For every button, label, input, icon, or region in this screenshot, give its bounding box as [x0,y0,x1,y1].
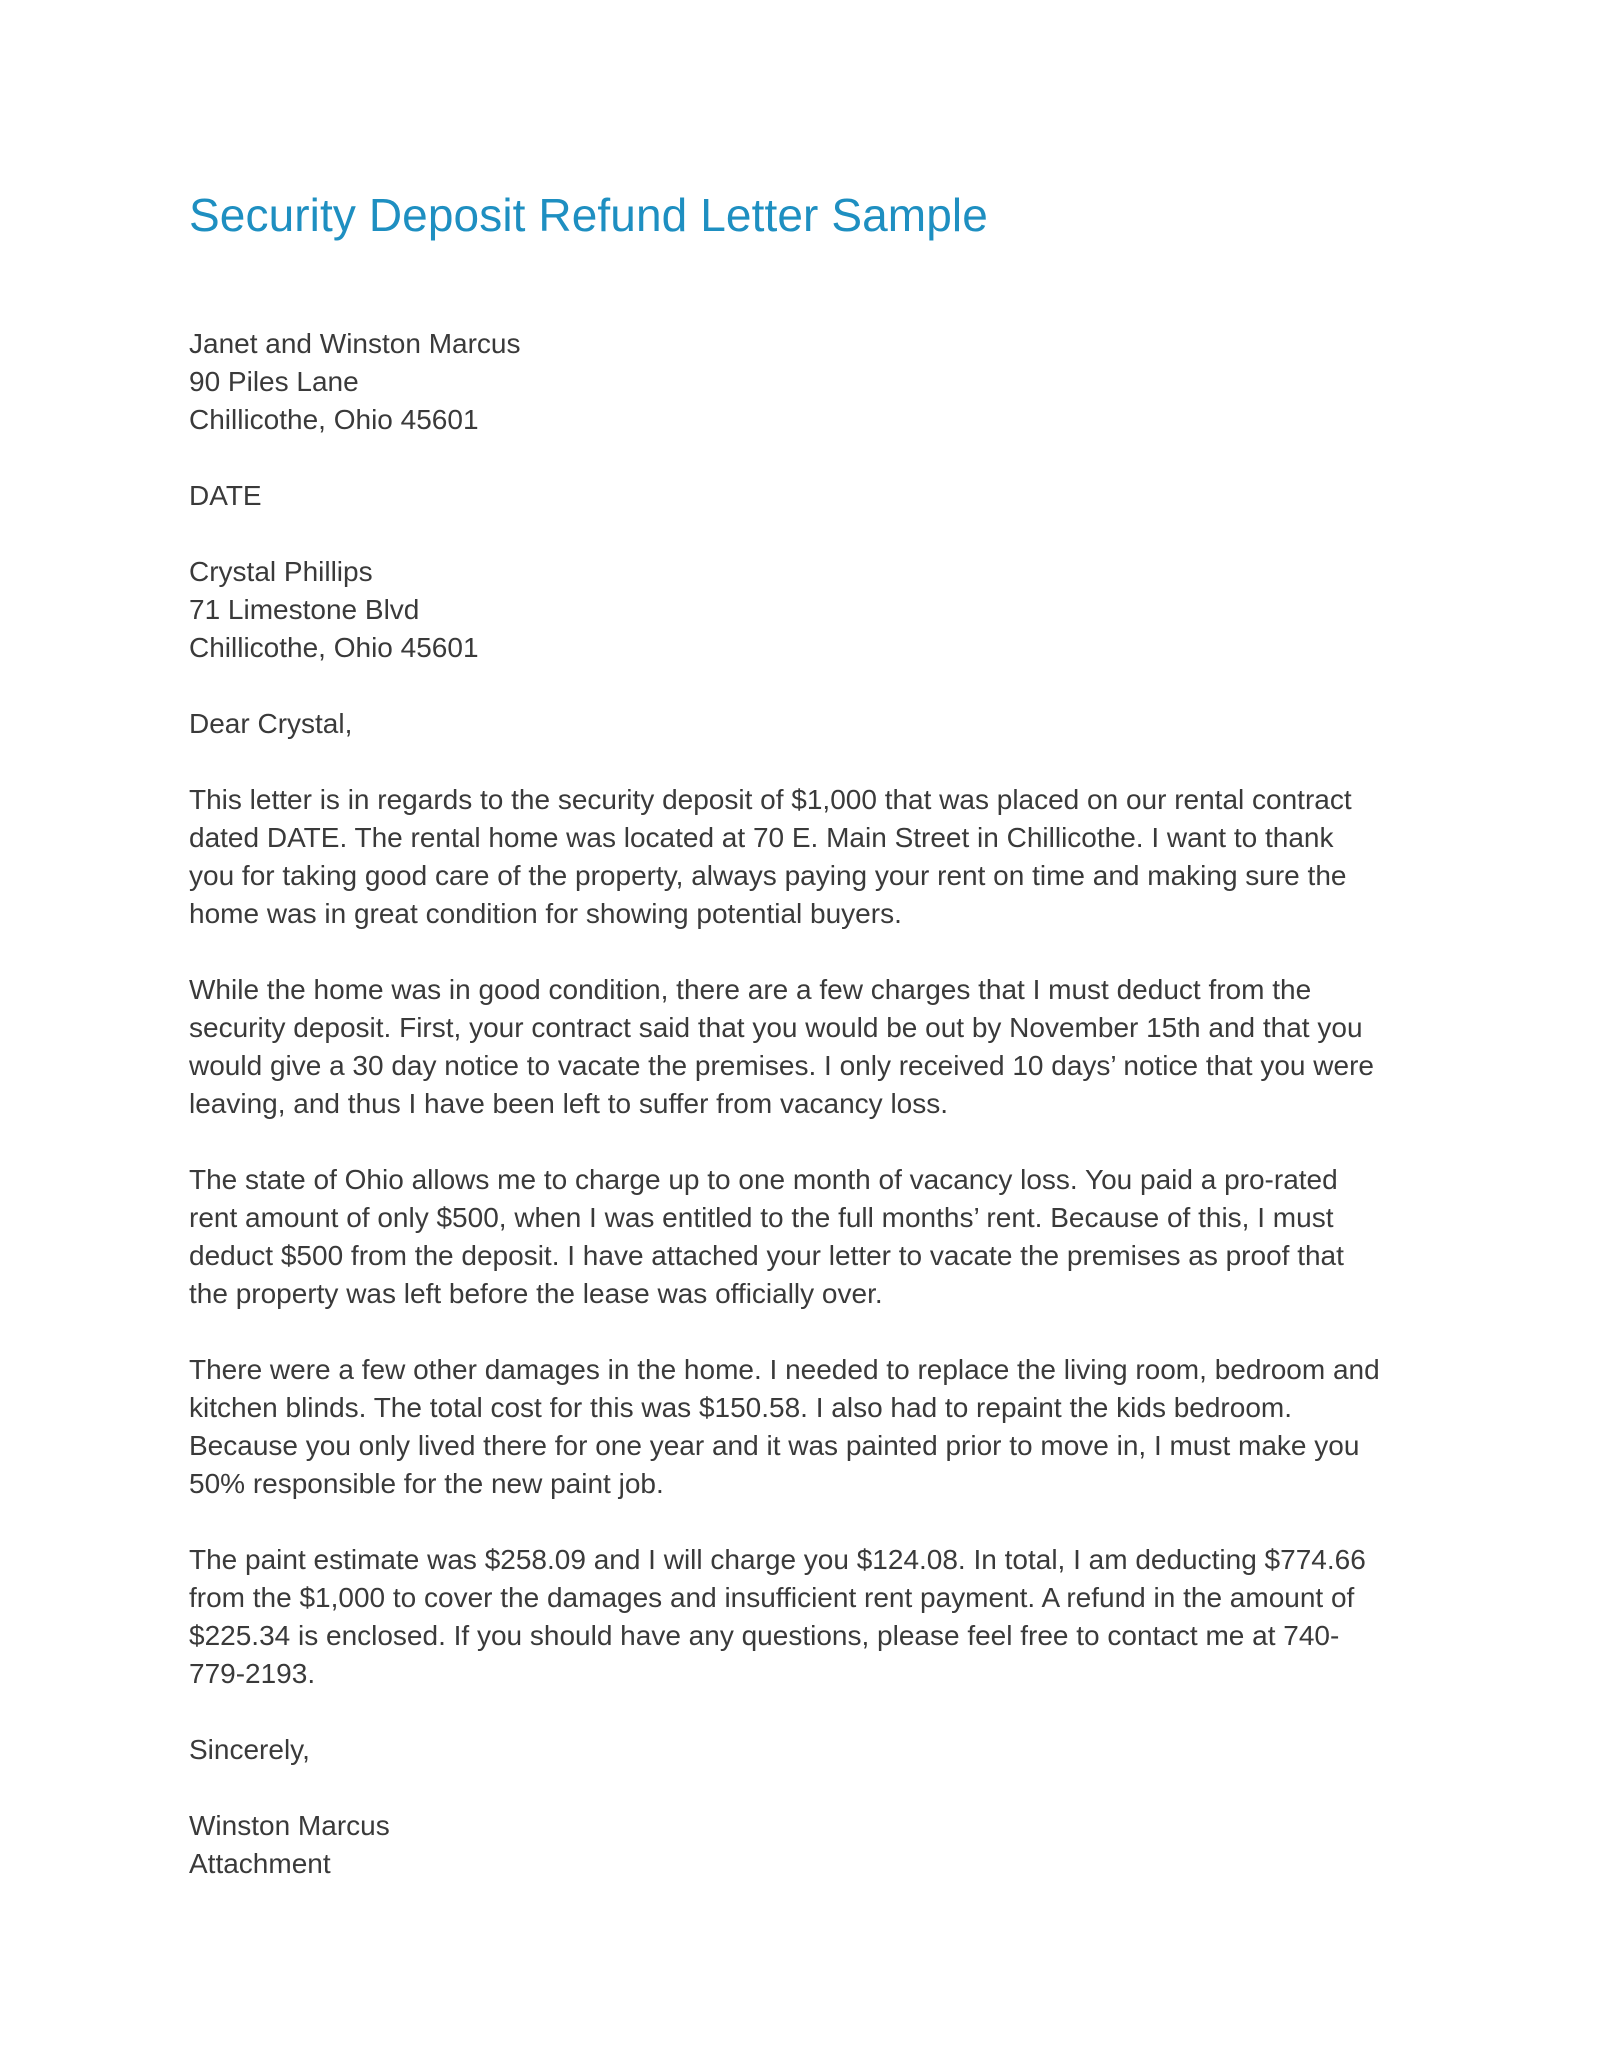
paragraph-line: kitchen blinds. The total cost for this was $150.58. I also had to repaint the kids bedroom. [189,1392,1293,1423]
signature-name: Winston Marcus [189,1810,390,1841]
paragraph-line: deduct $500 from the deposit. I have attached your letter to vacate the premises as proof that [189,1240,1344,1271]
paragraph-damages [189,1351,1429,1503]
paragraph-line: 50% responsible for the new paint job. [189,1468,664,1499]
paragraph-line: from the $1,000 to cover the damages and insufficient rent payment. A refund in the amount of [189,1582,1355,1613]
sender-city-state-zip: Chillicothe, Ohio 45601 [189,404,479,435]
sender-name: Janet and Winston Marcus [189,328,521,359]
paragraph-line: The state of Ohio allows me to charge up to one month of vacancy loss. You paid a pro-rated [189,1164,1338,1195]
enclosure-note: Attachment [189,1848,331,1879]
paragraph-line: The paint estimate was $258.09 and I will charge you $124.08. In total, I am deducting $774.66 [189,1544,1366,1575]
paragraph-line: you for taking good care of the property, always paying your rent on time and making sure the [189,860,1347,891]
paragraph-line: dated DATE. The rental home was located at 70 E. Main Street in Chillicothe. I want to thank [189,822,1334,853]
paragraph-line: 779-2193. [189,1658,316,1689]
paragraph-line: This letter is in regards to the security deposit of $1,000 that was placed on our rental contract [189,784,1352,815]
paragraph-line: $225.34 is enclosed. If you should have any questions, please feel free to contact me at 740- [189,1620,1340,1651]
paragraph-line: leaving, and thus I have been left to suffer from vacancy loss. [189,1088,949,1119]
paragraph-line: rent amount of only $500, when I was entitled to the full months’ rent. Because of this, I must [189,1202,1334,1233]
letter-content [189,185,1429,1921]
recipient-city-state-zip: Chillicothe, Ohio 45601 [189,632,479,663]
paragraph-intro [189,781,1429,933]
paragraph-line: home was in great condition for showing potential buyers. [189,898,902,929]
paragraph-charges [189,971,1429,1123]
paragraph-refund-total [189,1541,1429,1693]
recipient-street: 71 Limestone Blvd [189,594,420,625]
salutation-text: Dear Crystal, [189,708,353,739]
paragraph-line: the property was left before the lease was officially over. [189,1278,883,1309]
paragraph-line: Because you only lived there for one year and it was painted prior to move in, I must make you [189,1430,1360,1461]
recipient-address [189,553,1429,667]
closing-text: Sincerely, [189,1734,310,1765]
salutation [189,705,1429,743]
signature-block [189,1807,1429,1883]
paragraph-line: There were a few other damages in the home. I needed to replace the living room, bedroom and [189,1354,1380,1385]
recipient-name: Crystal Phillips [189,556,373,587]
paragraph-line: would give a 30 day notice to vacate the premises. I only received 10 days’ notice that you were [189,1050,1374,1081]
sender-address [189,325,1429,439]
document-title: Security Deposit Refund Letter Sample [189,189,988,241]
paragraph-vacancy-loss [189,1161,1429,1313]
date-text: DATE [189,480,262,511]
letter-date [189,477,1429,515]
sender-street: 90 Piles Lane [189,366,359,397]
closing [189,1731,1429,1769]
paragraph-line: While the home was in good condition, there are a few charges that I must deduct from the [189,974,1312,1005]
paragraph-line: security deposit. First, your contract said that you would be out by November 15th and that you [189,1012,1363,1043]
